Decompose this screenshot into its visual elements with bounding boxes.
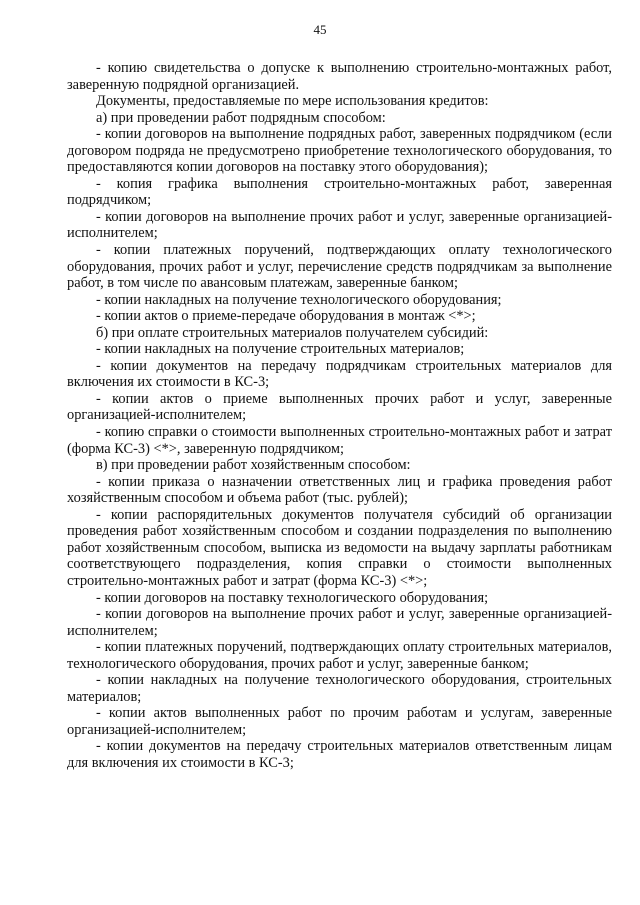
paragraph: в) при проведении работ хозяйственным способом: — [96, 457, 411, 474]
paragraph: - копии договоров на выполнение прочих работ и услуг, заверенные организацией-исполнителем; — [67, 208, 612, 242]
page-number: 45 — [313, 22, 327, 37]
paragraph: - копии актов выполненных работ по прочим работам и услугам, заверенные организацией-исполнителем; — [67, 705, 612, 738]
paragraph: - копии приказа о назначении ответственных лиц и графика проведения работ хозяйственным способом и объема работ (тыс. рублей); — [67, 473, 612, 507]
paragraph: - копии накладных на получение технологического оборудования, строительных материалов; — [67, 672, 612, 705]
paragraph: - копия графика выполнения строительно-монтажных работ, заверенная подрядчиком; — [67, 175, 612, 209]
document-body — [67, 60, 612, 772]
paragraph: - копии документов на передачу строительных материалов ответственным лицам для включения их стоимости в КС-3; — [67, 738, 612, 771]
paragraph: - копии платежных поручений, подтверждающих оплату строительных материалов, технологического оборудования, прочих работ и услуг, заверенные банком; — [67, 639, 612, 672]
paragraph: Документы, предоставляемые по мере использования кредитов: — [96, 93, 489, 110]
paragraph: б) при оплате строительных материалов получателем субсидий: — [96, 324, 489, 341]
paragraph: - копии актов о приеме выполненных прочих работ и услуг, заверенные организацией-исполнителем; — [67, 390, 612, 424]
paragraph: - копии накладных на получение строительных материалов; — [96, 341, 465, 358]
paragraph: - копии документов на передачу подрядчикам строительных материалов для включения их стоимости в КС-3; — [67, 357, 612, 391]
paragraph: - копии актов о приеме-передаче оборудования в монтаж <*>; — [96, 308, 476, 325]
paragraph: - копии накладных на получение технологического оборудования; — [96, 291, 502, 308]
paragraph: - копию свидетельства о допуске к выполнению строительно-монтажных работ, заверенную подрядной организацией. — [67, 60, 612, 93]
paragraph: - копии договоров на выполнение прочих работ и услуг, заверенные организацией-исполнителем; — [67, 606, 612, 639]
paragraph: - копии договоров на поставку технологического оборудования; — [96, 589, 489, 606]
paragraph: - копии платежных поручений, подтверждающих оплату технологического оборудования, прочих работ и услуг, перечисление средств подрядчикам за выполнение работ, в том числе по авансовым платежам, заверенные банком; — [67, 242, 612, 292]
paragraph: - копию справки о стоимости выполненных строительно-монтажных работ и затрат (форма КС-3) <*>, заверенную подрядчиком; — [67, 424, 612, 457]
paragraph: а) при проведении работ подрядным способом: — [96, 109, 386, 126]
paragraph: - копии распорядительных документов получателя субсидий об организации проведения работ хозяйственным способом и создании подразделения по выполнению работ хозяйственным способом, выписка из ведомости на выдачу зарплаты работникам соответствующего подразделения, копия справки о стоимости выполненных строительно-монтажных работ и затрат (форма КС-3) <*>; — [67, 506, 612, 589]
paragraph: - копии договоров на выполнение подрядных работ, заверенных подрядчиком (если договором подряда не предусмотрено приобретение технологического оборудования, то предоставляются копии договоров на поставку этого оборудования); — [67, 126, 612, 176]
